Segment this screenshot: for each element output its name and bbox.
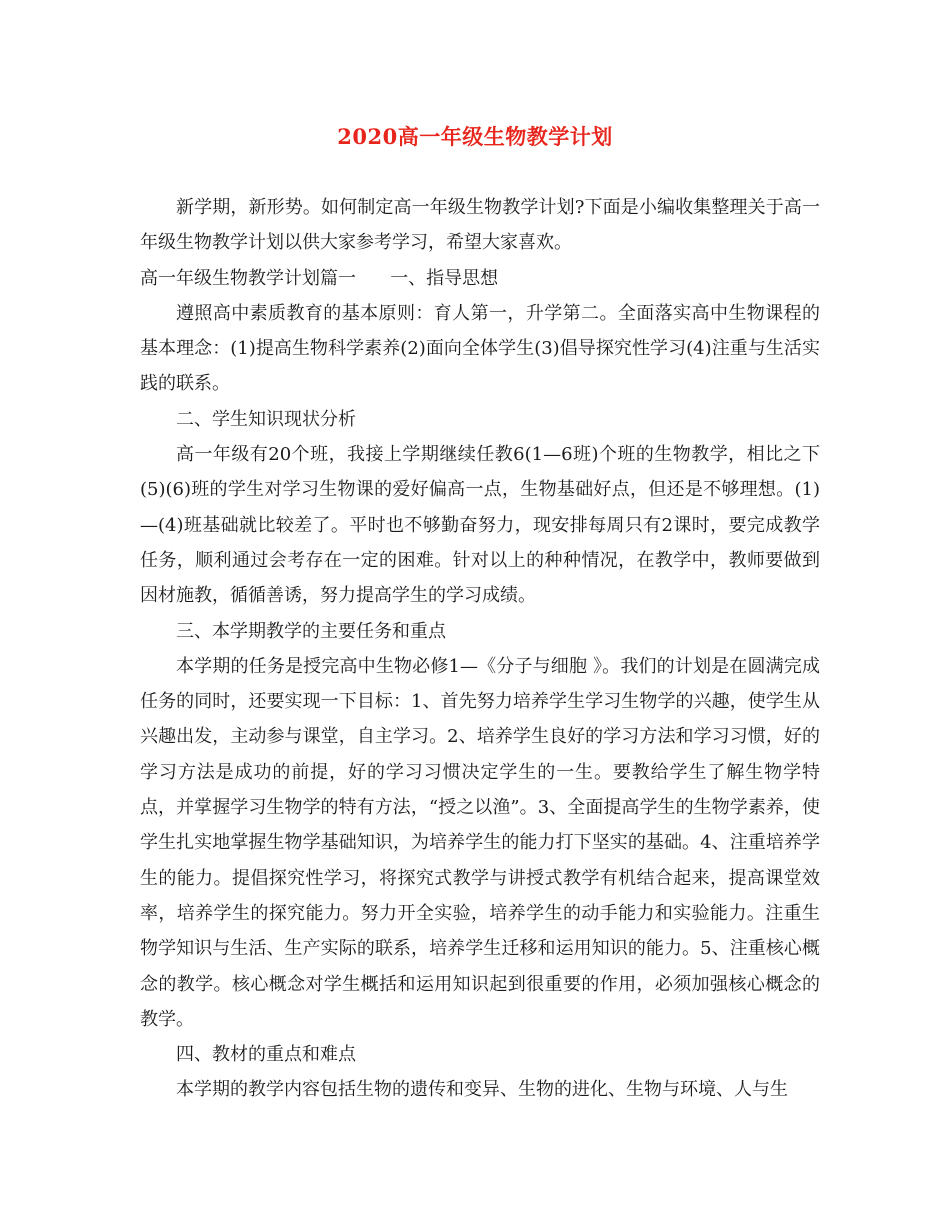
document-title: 2020高一年级生物教学计划	[337, 124, 613, 149]
part-heading: 高一年级生物教学计划篇一	[140, 267, 356, 289]
section-4-heading: 四、教材的重点和难点	[176, 1044, 356, 1066]
intro-paragraph: 新学期，新形势。如何制定高一年级生物教学计划?下面是小编收集整理关于高一年级生物教学计划以供大家参考学习，希望大家喜欢。	[140, 197, 820, 254]
section-1-heading: 一、指导思想	[390, 267, 499, 289]
part-heading-line	[140, 261, 820, 296]
section-1-paragraph: 遵照高中素质教育的基本原则：育人第一，升学第二。全面落实高中生物课程的基本理念：(1)提高生物科学素养(2)面向全体学生(3)倡导探究性学习(4)注重与生活实践的联系。	[140, 302, 820, 395]
section-2-heading: 二、学生知识现状分析	[176, 408, 356, 430]
document-body	[140, 190, 820, 1108]
section-3-heading: 三、本学期教学的主要任务和重点	[176, 620, 446, 642]
section-2-paragraph: 高一年级有20个班，我接上学期继续任教6(1—6班)个班的生物教学，相比之下(5)(6)班的学生对学习生物课的爱好偏高一点，生物基础好点，但还是不够理想。(1)—(4)班基础就比较差了。平时也不够勤奋努力，现安排每周只有2课时，要完成教学任务，顺利通过会考存在一定的困难。针对以上的种种情况，在教学中，教师要做到因材施教，循循善诱，努力提高学生的学习成绩。	[140, 444, 820, 607]
section-3-paragraph: 本学期的任务是授完高中生物必修1—《分子与细胞 》。我们的计划是在圆满完成任务的同时，还要实现一下目标：1、首先努力培养学生学习生物学的兴趣，使学生从兴趣出发，主动参与课堂，自主学习。2、培养学生良好的学习方法和学习习惯，好的学习方法是成功的前提，好的学习习惯决定学生的一生。要教给学生了解生物学特点，并掌握学习生物学的特有方法，“授之以渔”。3、全面提高学生的生物学素养，使学生扎实地掌握生物学基础知识，为培养学生的能力打下坚实的基础。4、注重培养学生的能力。提倡探究性学习，将探究式教学与讲授式教学有机结合起来，提高课堂效率，培养学生的探究能力。努力开全实验，培养学生的动手能力和实验能力。注重生物学知识与生活、生产实际的联系，培养学生迁移和运用知识的能力。5、注重核心概念的教学。核心概念对学生概括和运用知识起到很重要的作用，必须加强核心概念的教学。	[140, 655, 820, 1030]
section-4-paragraph: 本学期的教学内容包括生物的遗传和变异、生物的进化、生物与环境、人与生	[176, 1079, 788, 1101]
